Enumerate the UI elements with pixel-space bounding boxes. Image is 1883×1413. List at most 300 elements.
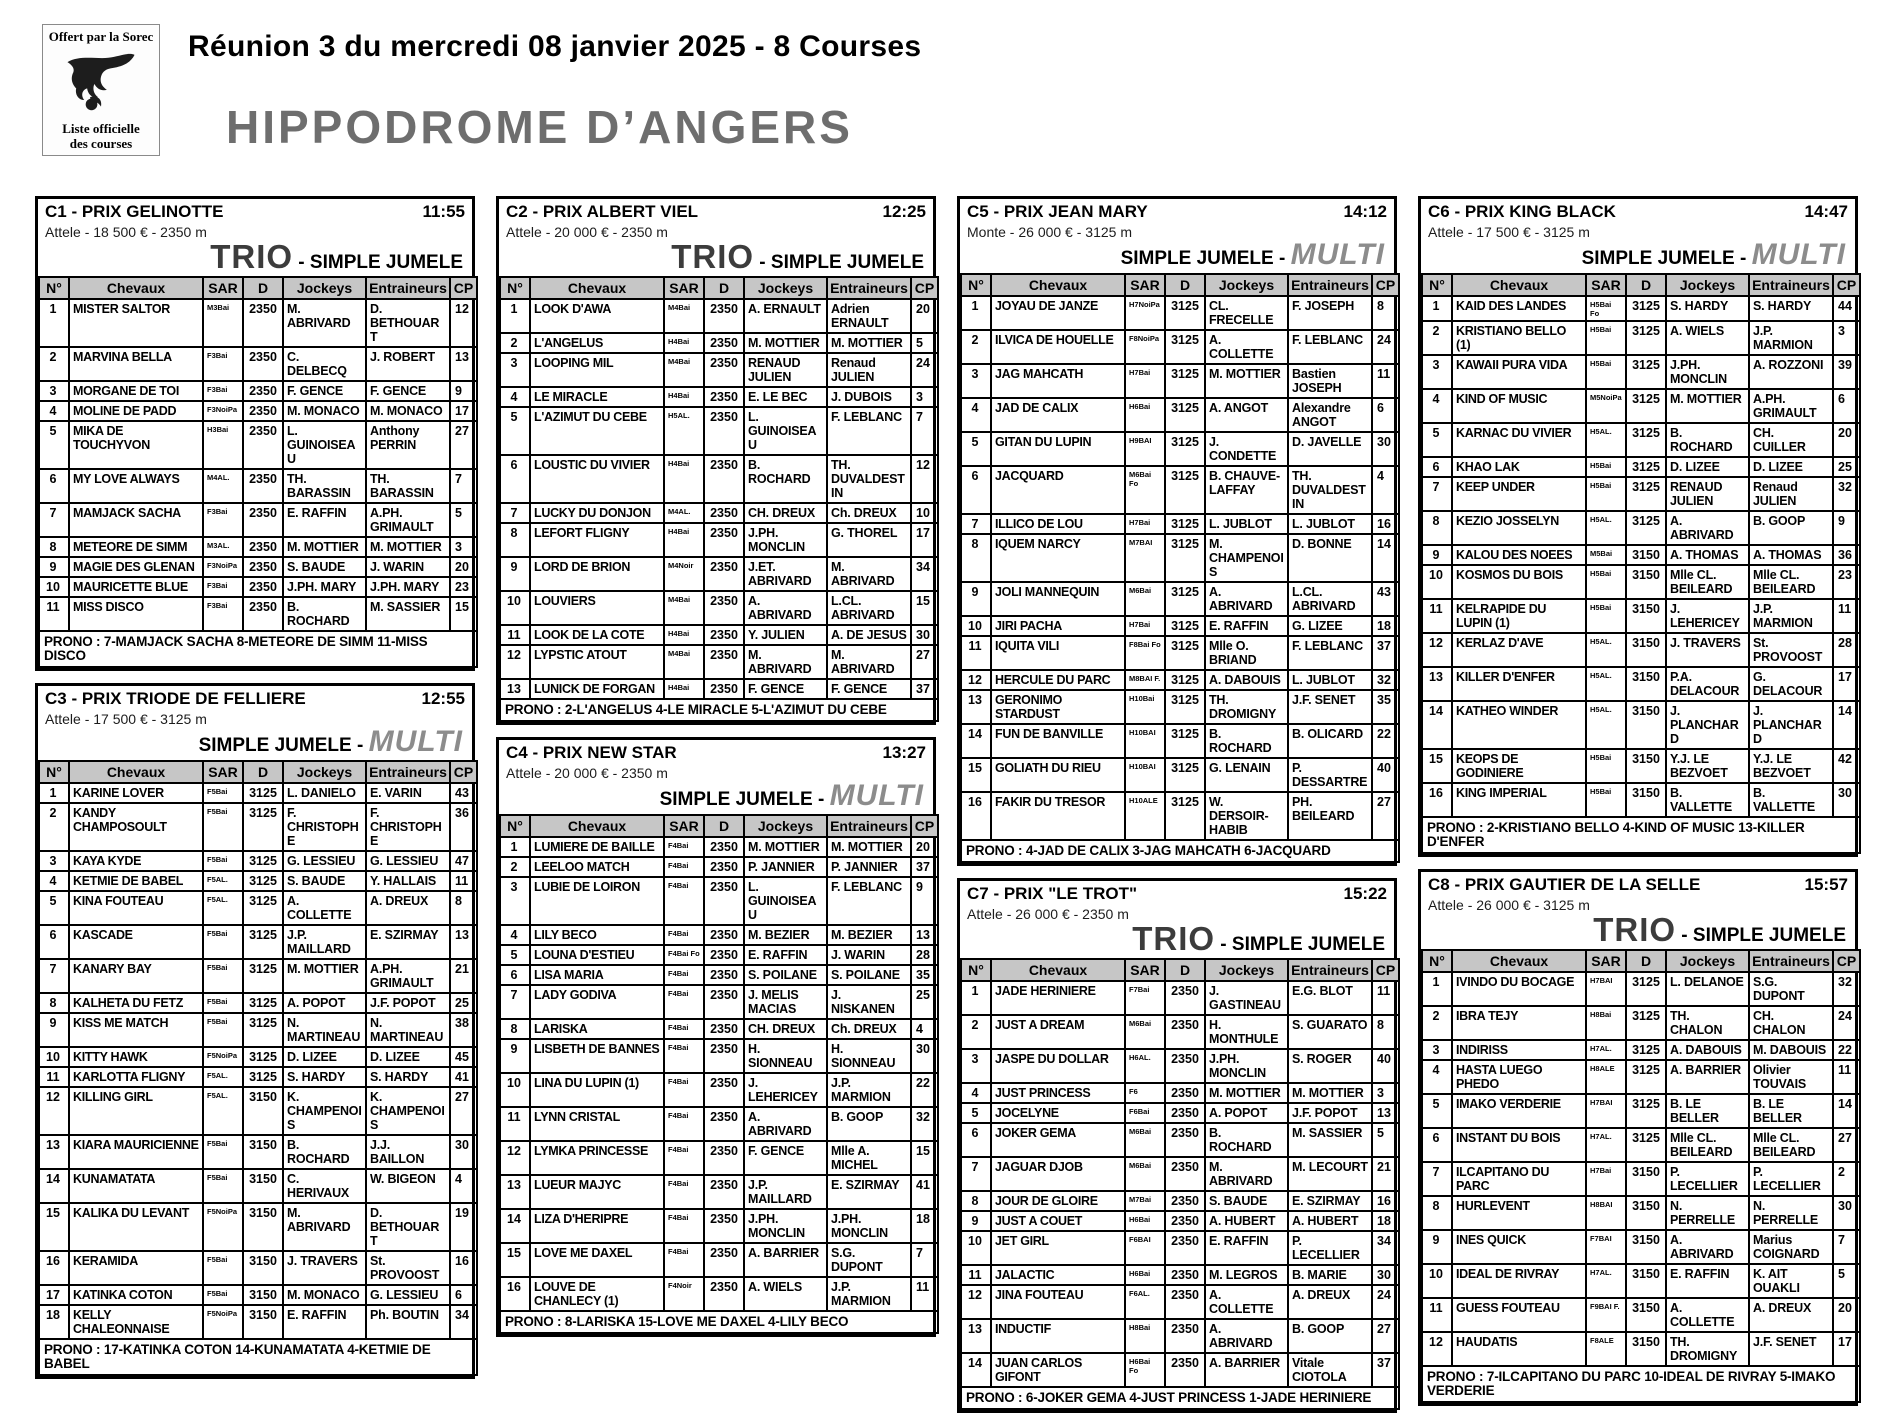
horse-number-cell: 7 [961, 514, 991, 534]
column-header-horse: Chevaux [1452, 950, 1586, 972]
horse-icon [53, 49, 149, 119]
table-row [1422, 1094, 1860, 1128]
race-column-3 [957, 196, 1397, 1413]
horse-number-cell: 10 [39, 577, 69, 597]
trainer-cell: A. ROZZONI [1749, 355, 1833, 389]
table-row [500, 1107, 938, 1141]
sar-cell: F3Bai [203, 577, 243, 597]
horse-number-cell: 1 [1422, 972, 1452, 1006]
logo-bottom-line1: Liste officielle [62, 121, 140, 137]
horse-number-cell: 3 [500, 353, 530, 387]
horse-number-cell: 10 [500, 591, 530, 625]
horses-table [499, 276, 939, 722]
jockey-cell: A. POPOT [283, 993, 366, 1013]
trainer-cell: K. AIT OUAKLI [1749, 1264, 1833, 1298]
sar-cell: F3Bai [203, 597, 243, 631]
table-row [39, 421, 477, 469]
sar-cell: F5AL. [203, 871, 243, 891]
horse-name-cell: JACQUARD [991, 466, 1125, 514]
column-header-jockey: Jockeys [744, 815, 827, 837]
jockey-cell: Mlle O. BRIAND [1205, 636, 1288, 670]
trainer-cell: D. LIZEE [1749, 457, 1833, 477]
race-card-C1 [35, 196, 475, 671]
sar-cell: F5NoiPa [203, 1203, 243, 1251]
sar-cell: F4Noir [664, 1277, 704, 1311]
column-header-num: N° [961, 274, 991, 296]
horse-number-cell: 1 [39, 299, 69, 347]
bet-label-plain: SIMPLE JUMELE - [1120, 248, 1291, 269]
sar-cell: F5AL. [203, 1087, 243, 1135]
table-row [39, 381, 477, 401]
horse-number-cell: 10 [1422, 565, 1452, 599]
horse-number-cell: 4 [39, 401, 69, 421]
table-row [961, 1015, 1399, 1049]
jockey-cell: L. GUINOISEAU [283, 421, 366, 469]
race-header [499, 199, 933, 276]
table-row [1422, 972, 1860, 1006]
table-row [961, 466, 1399, 514]
trainer-cell: Olivier TOUVAIS [1749, 1060, 1833, 1094]
horse-number-cell: 6 [500, 455, 530, 503]
horse-number-cell: 8 [39, 993, 69, 1013]
table-row [39, 597, 477, 631]
trainer-cell: F. CHRISTOPHE [366, 803, 450, 851]
jockey-cell: Y. JULIEN [744, 625, 827, 645]
trainer-cell: Anthony PERRIN [366, 421, 450, 469]
jockey-cell: K. CHAMPENOIS [283, 1087, 366, 1135]
distance-cell: 3150 [1626, 667, 1666, 701]
sar-cell: F4Bai [664, 1209, 704, 1243]
bet-label-plain: - SIMPLE JUMELE [1676, 925, 1846, 946]
distance-cell: 2350 [704, 1243, 744, 1277]
horse-number-cell: 11 [39, 1067, 69, 1087]
horse-number-cell: 3 [961, 364, 991, 398]
trainer-cell: Ch. DREUX [827, 503, 911, 523]
table-row [1422, 701, 1860, 749]
table-row [961, 1123, 1399, 1157]
horse-name-cell: KARLOTTA FLIGNY [69, 1067, 203, 1087]
horse-number-cell: 13 [961, 690, 991, 724]
horse-number-cell: 12 [500, 1141, 530, 1175]
trainer-cell: J. PLANCHARD [1749, 701, 1833, 749]
distance-cell: 3150 [243, 1285, 283, 1305]
jockey-cell: J. TRAVERS [1666, 633, 1749, 667]
jockey-cell: P.A. DELACOUR [1666, 667, 1749, 701]
distance-cell: 2350 [243, 347, 283, 381]
cp-cell: 11 [1372, 981, 1399, 1015]
race-header [1421, 199, 1855, 273]
jockey-cell: S. POILANE [744, 965, 827, 985]
cp-cell: 24 [911, 353, 938, 387]
trainer-cell: D. LIZEE [366, 1047, 450, 1067]
column-header-horse: Chevaux [1452, 274, 1586, 296]
column-header-num: N° [39, 761, 69, 783]
horse-number-cell: 13 [500, 679, 530, 699]
trainer-cell: F. LEBLANC [827, 877, 911, 925]
table-row [961, 1049, 1399, 1083]
jockey-cell: B. ROCHARD [744, 455, 827, 503]
horse-number-cell: 16 [1422, 783, 1452, 817]
jockey-cell: M. ABRIVARD [283, 299, 366, 347]
jockey-cell: A. COLLETTE [283, 891, 366, 925]
cp-cell: 41 [911, 1175, 938, 1209]
cp-cell: 14 [1833, 1094, 1860, 1128]
sar-cell: M7Bai [1125, 1191, 1165, 1211]
prono-row [500, 699, 938, 721]
horse-name-cell: KELLY CHALEONNAISE [69, 1305, 203, 1339]
jockey-cell: J. PLANCHARD [1666, 701, 1749, 749]
cp-cell: 16 [450, 1251, 477, 1285]
distance-cell: 2350 [704, 945, 744, 965]
horse-name-cell: KALIKA DU LEVANT [69, 1203, 203, 1251]
distance-cell: 3125 [1165, 432, 1205, 466]
horse-name-cell: LUMIERE DE BAILLE [530, 837, 664, 857]
distance-cell: 2350 [704, 857, 744, 877]
horse-name-cell: METEORE DE SIMM [69, 537, 203, 557]
horse-number-cell: 6 [39, 469, 69, 503]
cp-cell: 37 [1372, 636, 1399, 670]
column-header-jockey: Jockeys [1205, 274, 1288, 296]
sar-cell: H5AL. [1586, 511, 1626, 545]
trainer-cell: B. LE BELLER [1749, 1094, 1833, 1128]
sar-cell: H5Bai [1586, 355, 1626, 389]
horse-number-cell: 15 [39, 1203, 69, 1251]
distance-cell: 2350 [704, 985, 744, 1019]
cp-cell: 25 [450, 993, 477, 1013]
race-header [960, 199, 1394, 273]
distance-cell: 2350 [704, 1209, 744, 1243]
cp-cell: 22 [911, 1073, 938, 1107]
horse-number-cell: 4 [961, 398, 991, 432]
column-header-cp: CP [1372, 959, 1399, 981]
horse-number-cell: 6 [961, 1123, 991, 1157]
distance-cell: 3150 [1626, 1298, 1666, 1332]
race-title: C1 - PRIX GELINOTTE [45, 202, 224, 221]
cp-cell: 5 [911, 333, 938, 353]
cp-cell: 9 [450, 381, 477, 401]
horse-number-cell: 14 [500, 1209, 530, 1243]
cp-cell: 14 [1833, 701, 1860, 749]
jockey-cell: S. HARDY [1666, 296, 1749, 321]
cp-cell: 41 [450, 1067, 477, 1087]
horse-name-cell: LADY GODIVA [530, 985, 664, 1019]
jockey-cell: B. ROCHARD [1205, 724, 1288, 758]
horse-name-cell: KETMIE DE BABEL [69, 871, 203, 891]
jockey-cell: S. BAUDE [283, 557, 366, 577]
column-header-horse: Chevaux [991, 274, 1125, 296]
sar-cell: F3Bai [203, 347, 243, 381]
distance-cell: 3125 [1165, 616, 1205, 636]
column-header-d: D [1626, 950, 1666, 972]
horse-name-cell: JOUR DE GLOIRE [991, 1191, 1125, 1211]
trainer-cell: J.P. MARMION [1749, 599, 1833, 633]
trainer-cell: S. POILANE [827, 965, 911, 985]
race-card-C6 [1418, 196, 1858, 857]
bet-label-plain: SIMPLE JUMELE - [198, 735, 369, 756]
distance-cell: 3125 [1165, 514, 1205, 534]
horse-name-cell: LYPSTIC ATOUT [530, 645, 664, 679]
sar-cell: M4Bai [664, 591, 704, 625]
trainer-cell: A.PH. GRIMAULT [366, 959, 450, 993]
sorec-logo [42, 24, 160, 156]
horse-name-cell: KALOU DES NOEES [1452, 545, 1586, 565]
horse-name-cell: MAMJACK SACHA [69, 503, 203, 537]
table-row [39, 537, 477, 557]
cp-cell: 8 [1372, 1015, 1399, 1049]
horse-name-cell: KAWAII PURA VIDA [1452, 355, 1586, 389]
jockey-cell: E. RAFFIN [1666, 1264, 1749, 1298]
table-row [961, 330, 1399, 364]
cp-cell: 34 [911, 557, 938, 591]
table-row [961, 398, 1399, 432]
table-row [500, 1175, 938, 1209]
horse-name-cell: LOOK D'AWA [530, 299, 664, 333]
trainer-cell: F. LEBLANC [1288, 636, 1372, 670]
jockey-cell: A. DABOUIS [1205, 670, 1288, 690]
cp-cell: 9 [911, 877, 938, 925]
cp-cell: 7 [911, 1243, 938, 1277]
horse-number-cell: 15 [500, 1243, 530, 1277]
cp-cell: 5 [1833, 1264, 1860, 1298]
distance-cell: 3125 [1626, 296, 1666, 321]
table-row [39, 851, 477, 871]
sar-cell: H8Bai [1125, 1319, 1165, 1353]
table-row [961, 534, 1399, 582]
trainer-cell: J. ROBERT [366, 347, 450, 381]
distance-cell: 3125 [1626, 1128, 1666, 1162]
jockey-cell: J. GASTINEAU [1205, 981, 1288, 1015]
table-row [1422, 321, 1860, 355]
horse-name-cell: LOUSTIC DU VIVIER [530, 455, 664, 503]
distance-cell: 2350 [1165, 1123, 1205, 1157]
table-row [500, 299, 938, 333]
table-row [500, 965, 938, 985]
table-row [39, 891, 477, 925]
cp-cell: 30 [911, 1039, 938, 1073]
trainer-cell: J.F. SENET [1749, 1332, 1833, 1366]
distance-cell: 3125 [1626, 972, 1666, 1006]
jockey-cell: S. BAUDE [283, 871, 366, 891]
jockey-cell: B. CHAUVE-LAFFAY [1205, 466, 1288, 514]
table-row [39, 925, 477, 959]
trainer-cell: D. BETHOUART [366, 1203, 450, 1251]
page-header [0, 0, 1883, 196]
horse-name-cell: ILVICA DE HOUELLE [991, 330, 1125, 364]
jockey-cell: G. LENAIN [1205, 758, 1288, 792]
horse-number-cell: 4 [961, 1083, 991, 1103]
cp-cell: 6 [450, 1285, 477, 1305]
horse-number-cell: 2 [1422, 321, 1452, 355]
column-header-trainer: Entraineurs [1288, 274, 1372, 296]
horse-name-cell: JAGUAR DJOB [991, 1157, 1125, 1191]
table-row [39, 469, 477, 503]
distance-cell: 3125 [1165, 330, 1205, 364]
horse-name-cell: LOOK DE LA COTE [530, 625, 664, 645]
horse-name-cell: LYMKA PRINCESSE [530, 1141, 664, 1175]
jockey-cell: A. WIELS [744, 1277, 827, 1311]
trainer-cell: W. BIGEON [366, 1169, 450, 1203]
trainer-cell: J. WARIN [827, 945, 911, 965]
race-time: 14:47 [1804, 202, 1848, 221]
trainer-cell: B. GOOP [1749, 511, 1833, 545]
jockey-cell: CL. FRECELLE [1205, 296, 1288, 330]
prono-text: PRONO : 6-JOKER GEMA 4-JUST PRINCESS 1-JADE HERINIERE [961, 1387, 1399, 1409]
sar-cell: F8NoiPa [1125, 330, 1165, 364]
jockey-cell: M. BEZIER [744, 925, 827, 945]
cp-cell: 30 [1372, 432, 1399, 466]
distance-cell: 3125 [1626, 1094, 1666, 1128]
cp-cell: 15 [911, 591, 938, 625]
bet-label-multi: MULTI [1290, 238, 1385, 271]
jockey-cell: CH. DREUX [744, 503, 827, 523]
table-row [39, 1067, 477, 1087]
sar-cell: F6AL. [1125, 1285, 1165, 1319]
table-row [1422, 355, 1860, 389]
sar-cell: F5Bai [203, 1251, 243, 1285]
cp-cell: 37 [911, 857, 938, 877]
distance-cell: 3125 [1165, 364, 1205, 398]
horse-name-cell: JALACTIC [991, 1265, 1125, 1285]
trainer-cell: Alexandre ANGOT [1288, 398, 1372, 432]
sar-cell: H4Bai [664, 625, 704, 645]
horse-number-cell: 18 [39, 1305, 69, 1339]
table-row [961, 1157, 1399, 1191]
trainer-cell: Adrien ERNAULT [827, 299, 911, 333]
sar-cell: F4Bai [664, 1073, 704, 1107]
race-title: C4 - PRIX NEW STAR [506, 743, 677, 762]
distance-cell: 3150 [1626, 545, 1666, 565]
horse-number-cell: 2 [961, 330, 991, 364]
page-title: Réunion 3 du mercredi 08 janvier 2025 - 8 Courses [188, 30, 922, 63]
distance-cell: 2350 [243, 577, 283, 597]
table-row [500, 333, 938, 353]
table-row [1422, 296, 1860, 321]
race-title-row [967, 884, 1387, 904]
jockey-cell: C. HERIVAUX [283, 1169, 366, 1203]
trainer-cell: M. ABRIVARD [827, 557, 911, 591]
table-row [39, 401, 477, 421]
horse-number-cell: 3 [1422, 1040, 1452, 1060]
race-card-C8 [1418, 869, 1858, 1406]
cp-cell: 27 [1833, 1128, 1860, 1162]
logo-bottom-line2: des courses [69, 135, 133, 151]
trainer-cell: A. DREUX [1288, 1285, 1372, 1319]
horse-name-cell: JUST A DREAM [991, 1015, 1125, 1049]
column-header-jockey: Jockeys [1205, 959, 1288, 981]
column-header-sar: SAR [203, 761, 243, 783]
table-row [39, 299, 477, 347]
horse-number-cell: 14 [39, 1169, 69, 1203]
sar-cell: H4Bai [664, 387, 704, 407]
horse-number-cell: 2 [500, 333, 530, 353]
trainer-cell: N. PERRELLE [1749, 1196, 1833, 1230]
cp-cell: 3 [1372, 1083, 1399, 1103]
sar-cell: M6Bai [1125, 1157, 1165, 1191]
jockey-cell: B. ROCHARD [1666, 423, 1749, 457]
race-time: 13:27 [882, 743, 926, 762]
cp-cell: 11 [1372, 364, 1399, 398]
cp-cell: 47 [450, 851, 477, 871]
table-row [1422, 1196, 1860, 1230]
prono-text: PRONO : 7-MAMJACK SACHA 8-METEORE DE SIMM 11-MISS DISCO [39, 631, 477, 667]
jockey-cell: L. JUBLOT [1205, 514, 1288, 534]
horse-number-cell: 11 [39, 597, 69, 631]
race-title-row [1428, 875, 1848, 895]
distance-cell: 3125 [1626, 457, 1666, 477]
table-row [1422, 1162, 1860, 1196]
sar-cell: M5NoiPa [1586, 389, 1626, 423]
sar-cell: H5Bai Fo [1586, 296, 1626, 321]
jockey-cell: TH. DROMIGNY [1205, 690, 1288, 724]
cp-cell: 24 [1833, 1006, 1860, 1040]
jockey-cell: J.PH. MARY [283, 577, 366, 597]
horse-number-cell: 4 [1422, 389, 1452, 423]
sar-cell: F7Bai [1125, 981, 1165, 1015]
table-row [500, 1209, 938, 1243]
horse-name-cell: KILLER D'ENFER [1452, 667, 1586, 701]
table-row [961, 432, 1399, 466]
jockey-cell: A. ANGOT [1205, 398, 1288, 432]
table-row [1422, 1040, 1860, 1060]
table-row [39, 783, 477, 803]
distance-cell: 2350 [1165, 981, 1205, 1015]
distance-cell: 3125 [243, 959, 283, 993]
sar-cell: H5AL. [1586, 633, 1626, 667]
cp-cell: 32 [1372, 670, 1399, 690]
table-row [39, 1047, 477, 1067]
distance-cell: 2350 [704, 557, 744, 591]
jockey-cell: M. MONACO [283, 401, 366, 421]
horse-name-cell: KEOPS DE GODINIERE [1452, 749, 1586, 783]
horse-number-cell: 9 [39, 557, 69, 577]
horse-name-cell: KERAMIDA [69, 1251, 203, 1285]
distance-cell: 2350 [704, 1277, 744, 1311]
jockey-cell: M. MOTTIER [283, 959, 366, 993]
distance-cell: 3125 [243, 783, 283, 803]
horse-name-cell: LUEUR MAJYC [530, 1175, 664, 1209]
sar-cell: F5AL. [203, 1067, 243, 1087]
horse-number-cell: 11 [961, 636, 991, 670]
trainer-cell: PH. BEILEARD [1288, 792, 1372, 840]
cp-cell: 39 [1833, 355, 1860, 389]
distance-cell: 3125 [243, 803, 283, 851]
column-header-sar: SAR [1586, 950, 1626, 972]
horse-name-cell: KATHEO WINDER [1452, 701, 1586, 749]
race-column-1 [35, 196, 475, 1379]
sar-cell: H7AL. [1586, 1040, 1626, 1060]
cp-cell: 35 [911, 965, 938, 985]
distance-cell: 3125 [1165, 582, 1205, 616]
distance-cell: 2350 [704, 679, 744, 699]
jockey-cell: M. CHAMPENOIS [1205, 534, 1288, 582]
column-header-horse: Chevaux [991, 959, 1125, 981]
distance-cell: 2350 [704, 837, 744, 857]
column-header-row [1422, 274, 1860, 296]
column-header-horse: Chevaux [530, 815, 664, 837]
jockey-cell: Y.J. LE BEZVOET [1666, 749, 1749, 783]
horse-number-cell: 9 [1422, 1230, 1452, 1264]
jockey-cell: TH. CHALON [1666, 1006, 1749, 1040]
trainer-cell: G. LESSIEU [366, 851, 450, 871]
jockey-cell: E. RAFFIN [283, 503, 366, 537]
jockey-cell: A. HUBERT [1205, 1211, 1288, 1231]
jockey-cell: J. TRAVERS [283, 1251, 366, 1285]
sar-cell: M4AL. [664, 503, 704, 523]
trainer-cell: A. DREUX [1749, 1298, 1833, 1332]
distance-cell: 3125 [1165, 466, 1205, 514]
cp-cell: 2 [1833, 1162, 1860, 1196]
sar-cell: F4Bai [664, 1107, 704, 1141]
